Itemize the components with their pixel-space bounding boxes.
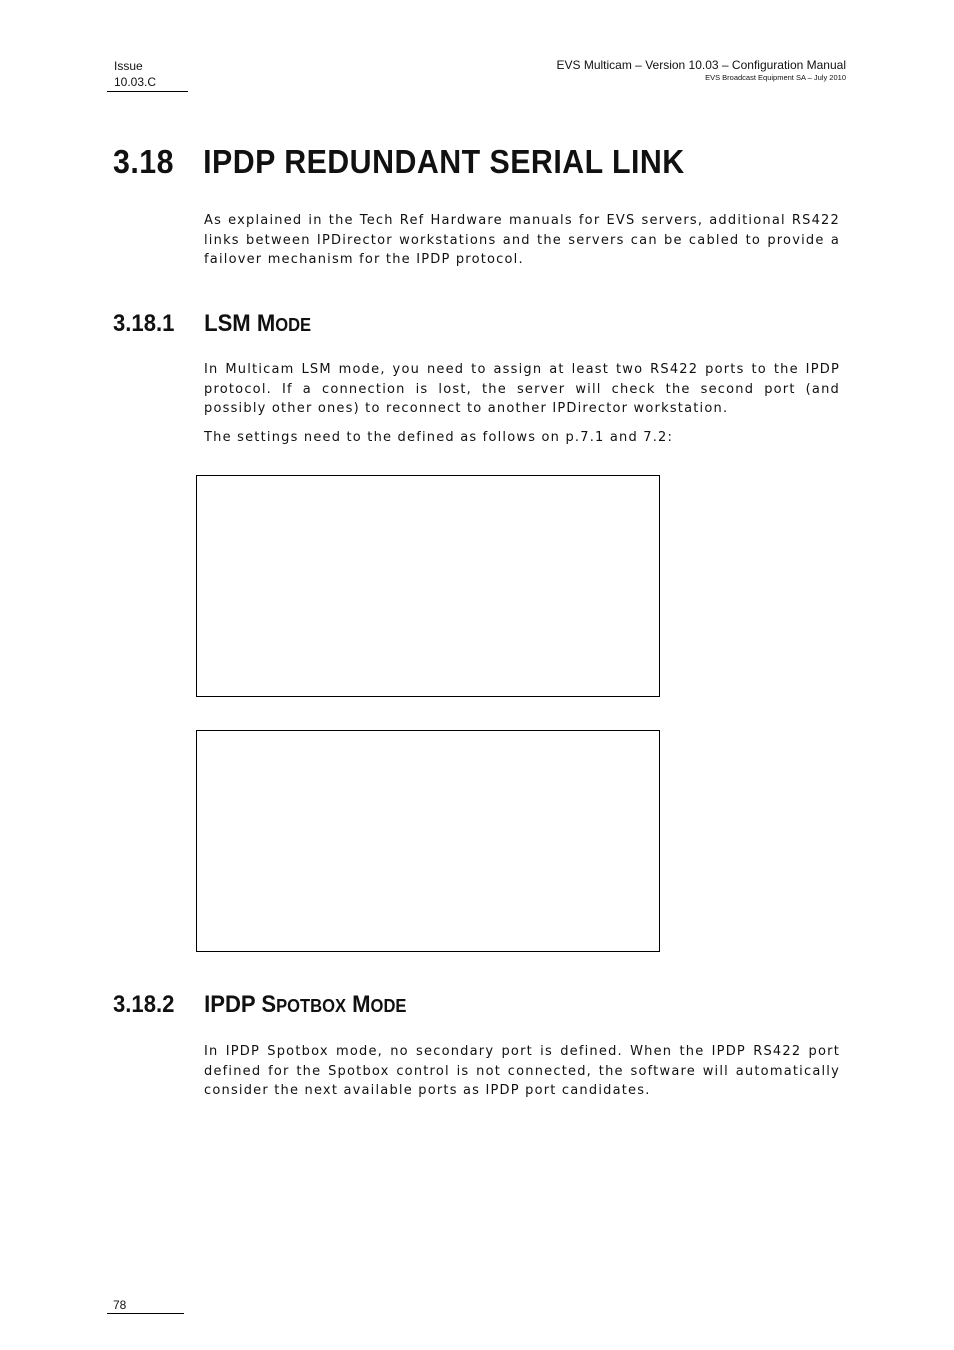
subsection-title-prefix: LSM M [204, 310, 276, 337]
lsm-mode-paragraph: In Multicam LSM mode, you need to assign at least two RS422 ports to the IPDP protocol. If a connection is lost, the server will check the second port (and possibly other ones) to reconnect to another IPDirector workstation. [204, 362, 840, 416]
issue-number: 10.03.C [114, 75, 157, 89]
document-subtitle: EVS Broadcast Equipment SA – July 2010 [705, 73, 846, 82]
subsection-number: 3.18.1 [113, 310, 175, 337]
subsection-heading-lsm-mode [113, 310, 311, 338]
footer-divider [107, 1313, 184, 1314]
settings-figure-p7-2 [196, 730, 660, 952]
section-title: IPDP REDUNDANT SERIAL LINK [203, 143, 685, 180]
spotbox-mode-paragraph: In IPDP Spotbox mode, no secondary port is defined. When the IPDP RS422 port defined for the Spotbox control is not connected, the software will automatically consider the next available ports as IPDP port candidates. [204, 1044, 840, 1098]
subsection-title-prefix: IPDP S [204, 991, 277, 1018]
subsection-title-smallcaps: POTBOX [276, 996, 347, 1016]
subsection-heading-ipdp-spotbox-mode [113, 991, 406, 1019]
subsection-number: 3.18.2 [113, 991, 175, 1018]
subsection-title-smallcaps: ODE [370, 996, 407, 1016]
header-issue [114, 58, 156, 90]
header-divider [107, 91, 188, 92]
page-number: 78 [113, 1298, 127, 1312]
issue-label: Issue [114, 59, 143, 73]
settings-figure-p7-1 [196, 475, 660, 697]
subsection-title-middle: M [346, 991, 371, 1018]
lsm-settings-paragraph: The settings need to the defined as follows on p.7.1 and 7.2: [204, 430, 674, 445]
section-heading [113, 143, 685, 181]
subsection-title-smallcaps: ODE [275, 315, 312, 335]
header-document-info [557, 58, 847, 83]
document-title: EVS Multicam – Version 10.03 – Configuration Manual [556, 58, 846, 72]
section-number: 3.18 [113, 143, 174, 180]
section-intro-paragraph: As explained in the Tech Ref Hardware manuals for EVS servers, additional RS422 links between IPDirector workstations and the servers can be cabled to provide a failover mechanism for the IPDP protocol. [204, 213, 840, 267]
